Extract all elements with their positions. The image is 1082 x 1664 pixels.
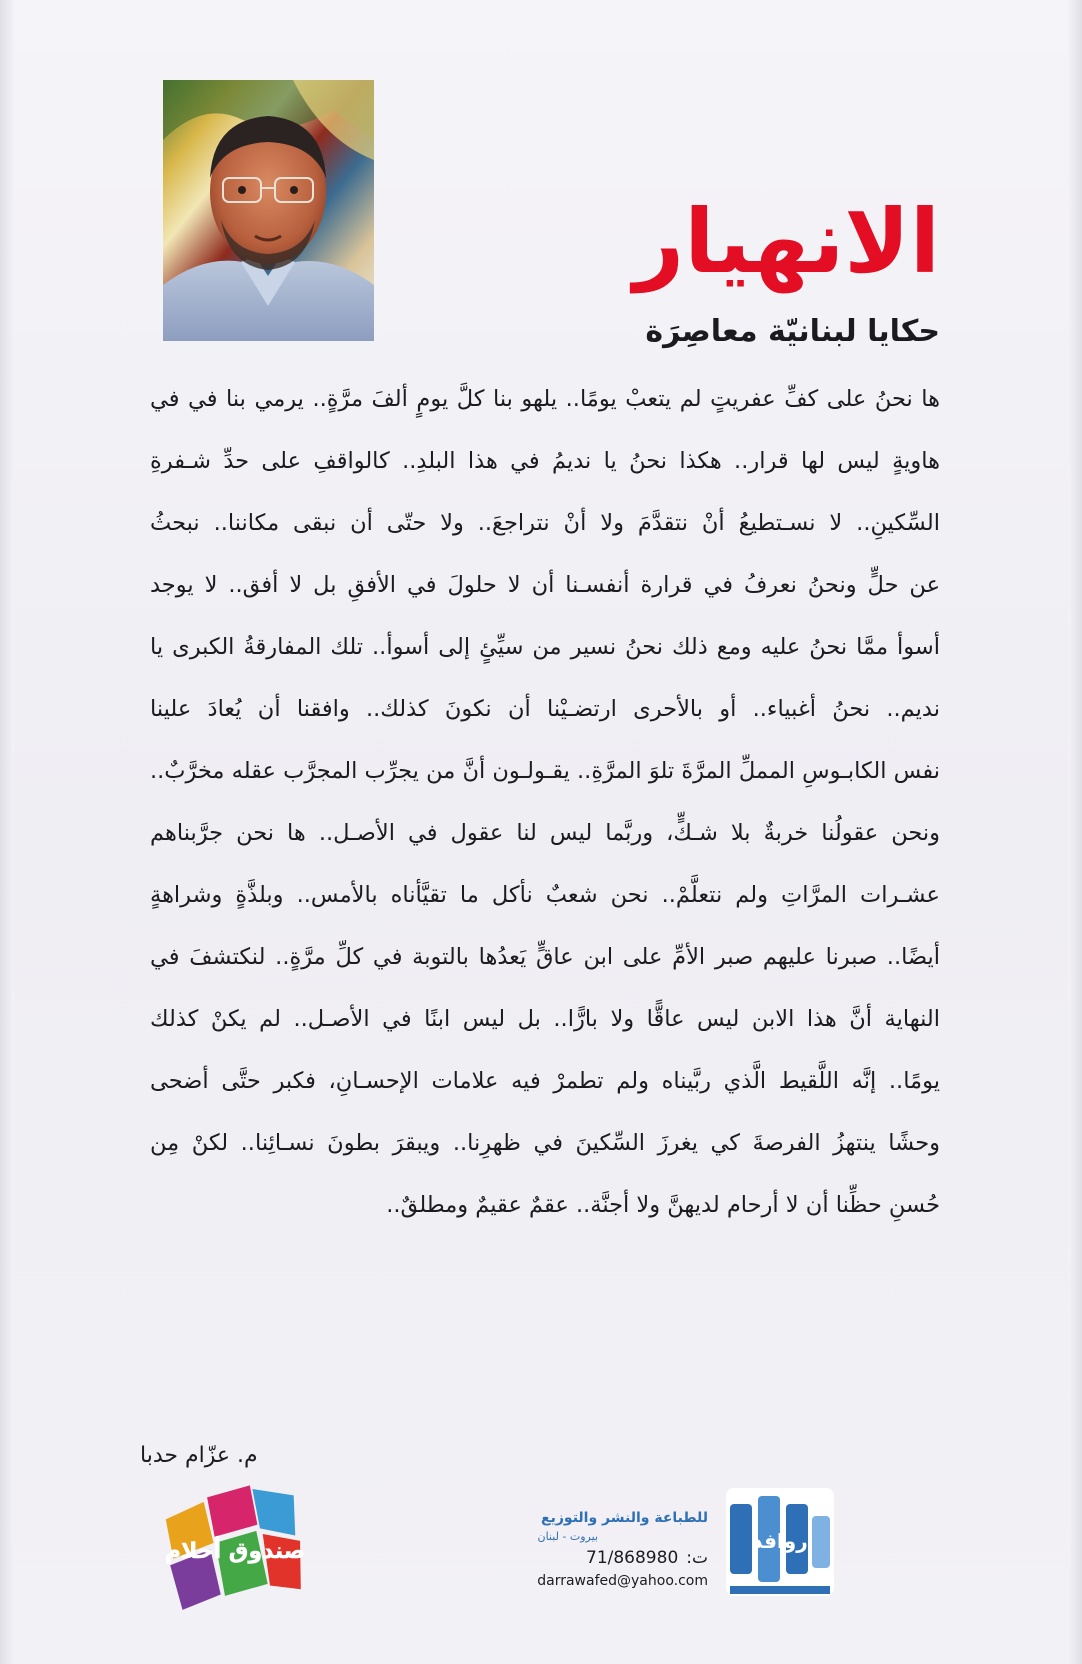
blurb-line: يومًا.. إنَّه اللَّقيط الَّذي ربَّيناه ولم تطمرْ فيه علامات الإحسـانِ، فكبر حتَّى أضحى [150,1068,940,1094]
publisher-logo-text: روافد [752,1529,808,1553]
blurb-line: أسوأ ممَّا نحنُ عليه ومع ذلك نحنُ نسير من سيِّئٍ إلى أسوأ.. تلك المفارقةُ الكبرى يا [150,634,940,660]
author-photo [163,80,374,341]
series-logo-text: صندوق أحلام [164,1539,306,1564]
blurb-line: حُسنِ حظِّنا أن لا أرحام لديهنَّ ولا أجنَّة.. عقمٌ عقيمٌ ومطلقٌ.. [386,1192,940,1218]
blurb-line: نفس الكابـوسِ المملِّ المرَّةَ تلوَ المرَّةِ.. يقـولـون أنَّ من يجرِّب المجرَّب عقله مخرَّبٌ.. [150,758,940,784]
cover-edge-right [1068,0,1082,1664]
blurb-text [150,368,940,1236]
book-title: الانهيار [633,190,940,293]
blurb-line: النهاية أنَّ هذا الابن ليس عاقًّا ولا بارًّا.. بل ليس ابنًا في الأصـل.. لم يكنْ كذلك [150,1006,940,1032]
blurb-line: وحشًا ينتهزُ الفرصةَ كي يغرزَ السِّكينَ في ظهرِنا.. ويبقرَ بطونَ نسـائِنا.. لكنْ مِن [150,1130,940,1156]
blurb-line: هاويةٍ ليس لها قرار.. هكذا نحنُ يا نديمُ في هذا البلدِ.. كالواقفِ على حدِّ شـفرةِ [150,448,940,474]
blurb-line: نديم.. نحنُ أغبياء.. أو بالأحرى ارتضـيْنا أن نكونَ كذلك.. وافقنا أن يُعادَ علينا [150,696,940,722]
blurb-line: ونحن عقولُنا خربةٌ بلا شـكٍّ، وربَّما ليس لنا عقول في الأصـل.. ها نحن جرَّبناهم [150,820,940,846]
blurb-line: عن حلٍّ ونحنُ نعرفُ في قرارة أنفسـنا أن لا حلولَ في الأفقِ بل لا أفق.. لا يوجد [150,572,940,598]
blurb-line: أيضًا.. صبرنا عليهم صبر الأمِّ على ابن عاقٍّ يَعدُها بالتوبة في كلِّ مرَّةٍ.. لنكتشفَ في [150,944,940,970]
series-logo [150,1470,320,1620]
publisher-name: للطباعة والنشر والتوزيع [541,1510,708,1526]
phone-number: 71/868980 [586,1548,679,1568]
phone-label: ت: [686,1548,708,1568]
author-signature: م. عزّام حدبا [140,1443,258,1468]
blurb-line: السِّكينِ.. لا نسـتطيعُ أنْ نتقدَّمَ ولا أنْ نتراجعَ.. ولا حتّى أن نبقى مكاننا.. نبحثُ [150,510,940,536]
publisher-info [484,1509,708,1599]
publisher-logo [720,1482,840,1602]
publisher-phone [586,1547,708,1569]
cover-edge-left [0,0,14,1664]
blurb-line: ها نحنُ على كفِّ عفريتٍ لم يتعبْ يومًا.. يلهو بنا كلَّ يومٍ ألفَ مرَّةٍ.. يرمي بنا في في [150,386,940,412]
book-subtitle: حكايا لبنانيّة معاصِرَة [645,314,940,349]
publisher-city: بيروت - لبنان [537,1530,598,1543]
publisher-email: darrawafed@yahoo.com [537,1573,708,1589]
blurb-line: عشـرات المرَّاتِ ولم نتعلَّمْ.. نحن شعبٌ نأكل ما تقيَّأناه بالأمس.. وبلذَّةٍ وشراهةٍ [150,882,940,908]
